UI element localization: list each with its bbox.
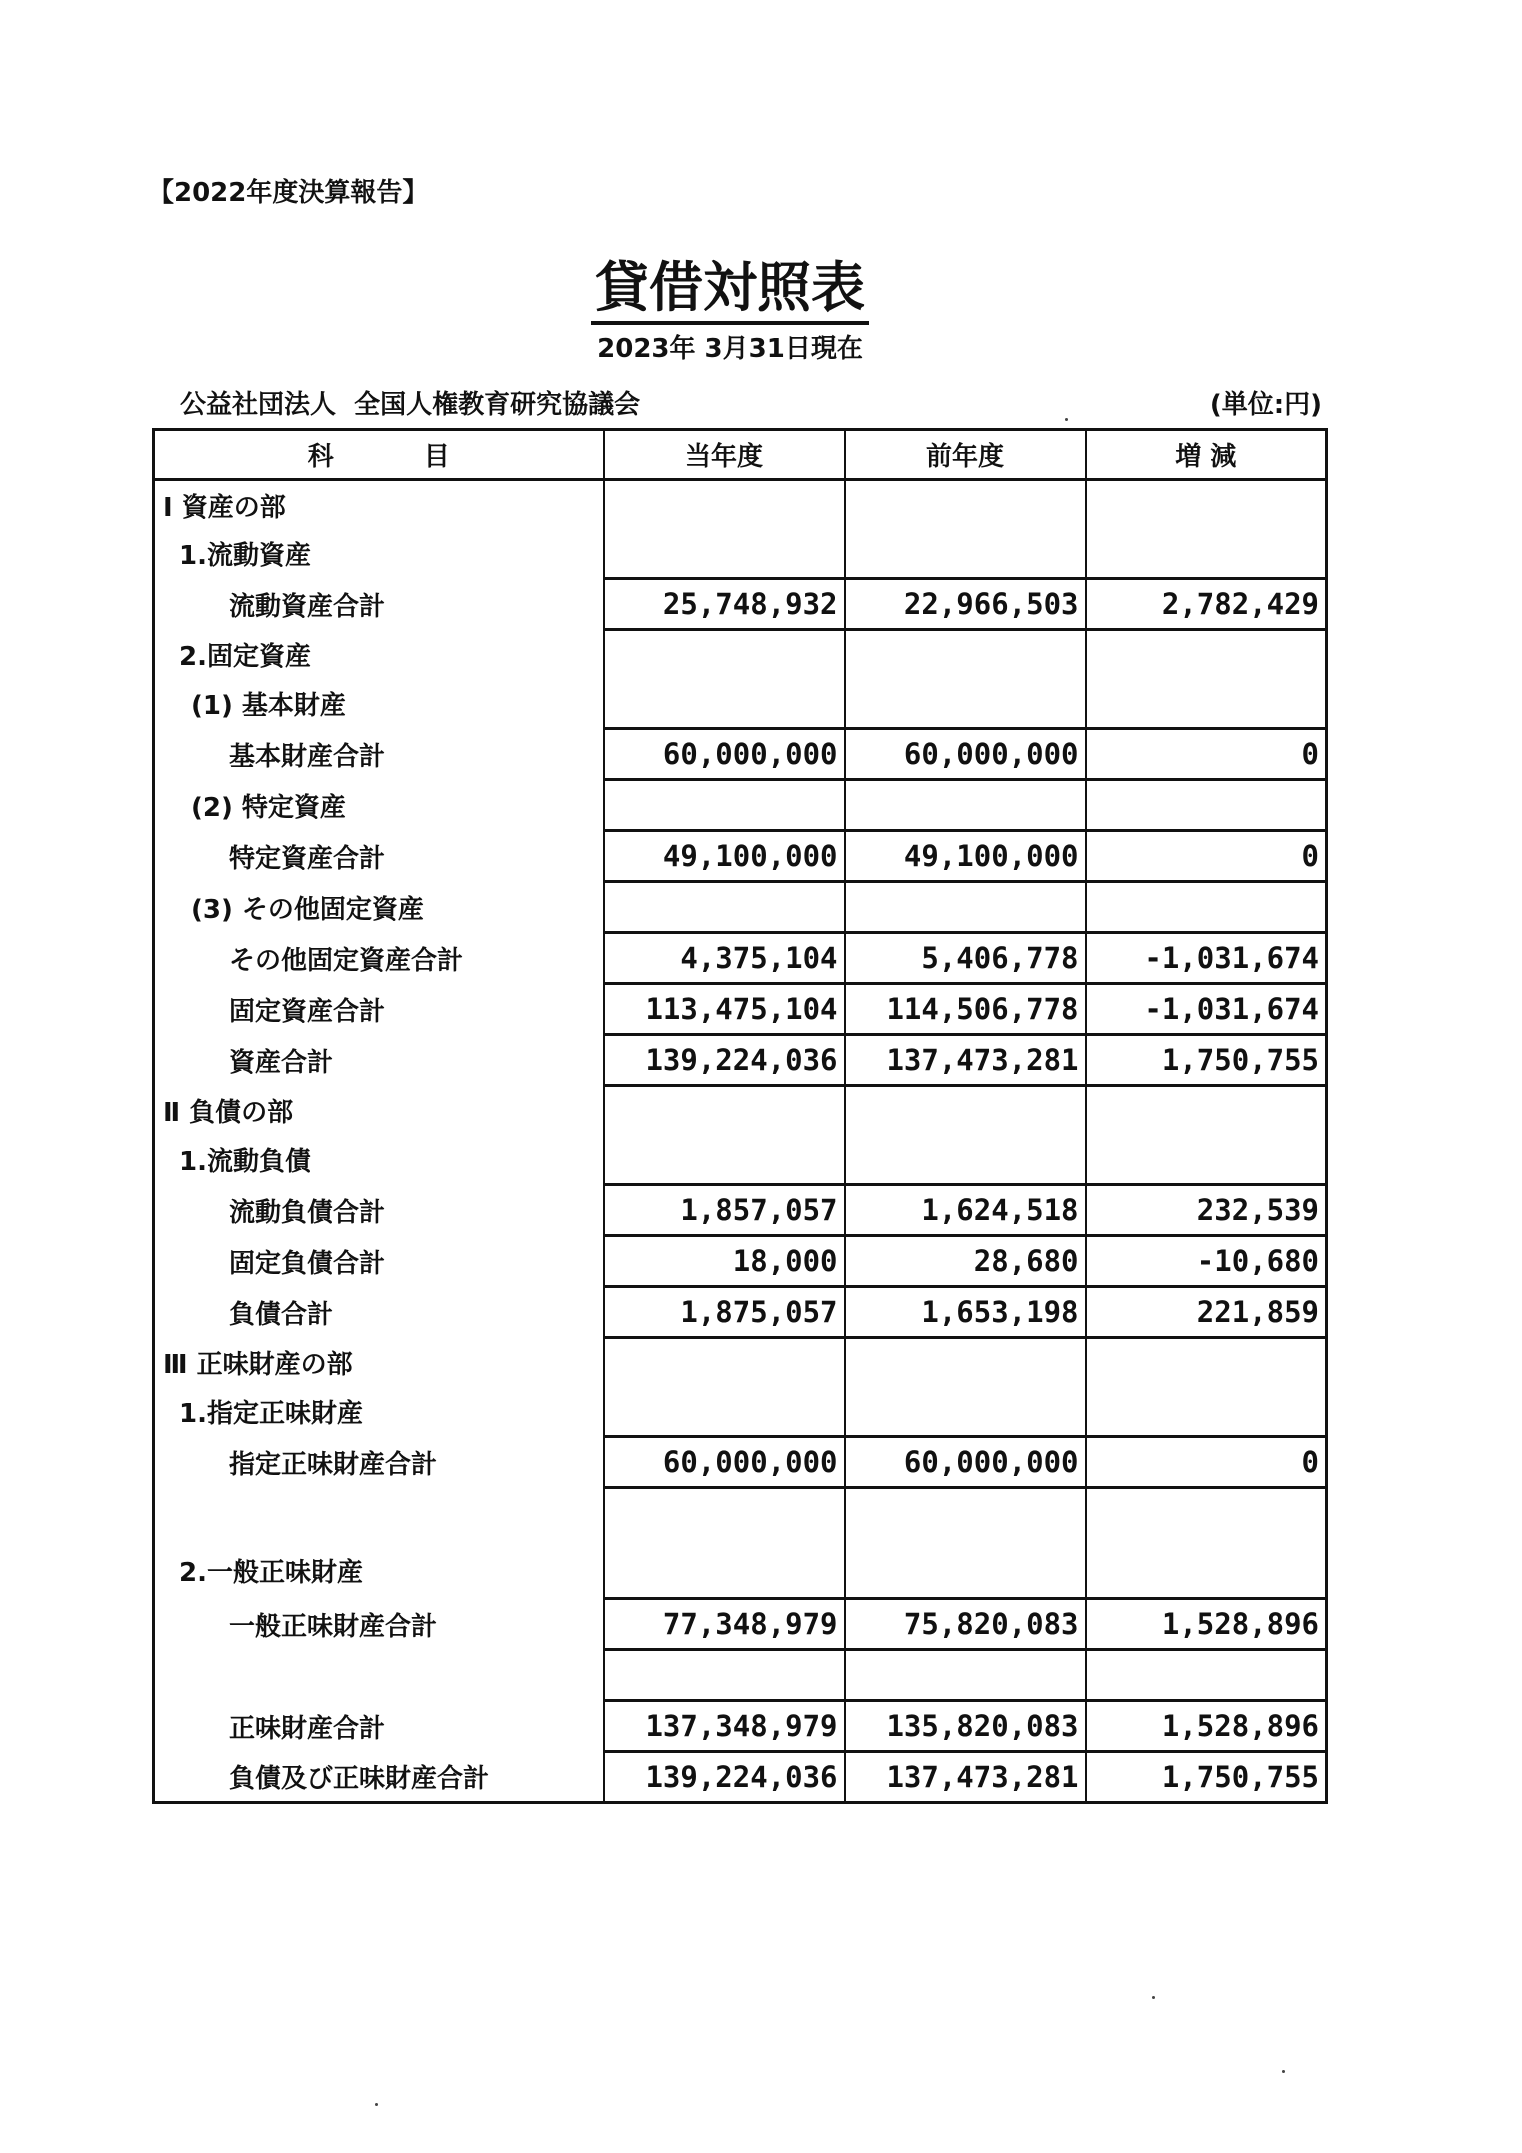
cell-previous-year bbox=[845, 1387, 1086, 1437]
header-previous-year: 前年度 bbox=[845, 430, 1086, 480]
cell-change bbox=[1086, 630, 1327, 680]
cell-current-year: 1,875,057 bbox=[604, 1287, 845, 1338]
cell-change bbox=[1086, 1338, 1327, 1388]
table-row bbox=[154, 630, 1327, 680]
cell-current-year: 4,375,104 bbox=[604, 933, 845, 984]
table-row bbox=[154, 529, 1327, 579]
table-header-row bbox=[154, 430, 1327, 480]
row-label: 2.一般正味財産 bbox=[154, 1488, 604, 1599]
row-label: 1.指定正味財産 bbox=[154, 1387, 604, 1437]
cell-change bbox=[1086, 1135, 1327, 1185]
cell-current-year bbox=[604, 1135, 845, 1185]
table-row bbox=[154, 1752, 1327, 1803]
scan-artifact bbox=[1152, 1996, 1155, 1999]
header-subject: 科目 bbox=[154, 430, 604, 480]
cell-previous-year bbox=[845, 480, 1086, 530]
cell-current-year bbox=[604, 1086, 845, 1136]
table-row bbox=[154, 579, 1327, 630]
cell-previous-year: 1,653,198 bbox=[845, 1287, 1086, 1338]
table-row bbox=[154, 1035, 1327, 1086]
header-change: 増 減 bbox=[1086, 430, 1327, 480]
row-label: 資産合計 bbox=[154, 1035, 604, 1086]
cell-previous-year bbox=[845, 1135, 1086, 1185]
row-label: その他固定資産合計 bbox=[154, 933, 604, 984]
cell-previous-year: 22,966,503 bbox=[845, 579, 1086, 630]
cell-current-year: 139,224,036 bbox=[604, 1035, 845, 1086]
unit-label: (単位:円) bbox=[1209, 390, 1322, 420]
scan-artifact bbox=[1065, 418, 1068, 421]
row-label: Ⅱ 負債の部 bbox=[154, 1086, 604, 1136]
row-label: (1) 基本財産 bbox=[154, 679, 604, 729]
cell-previous-year: 114,506,778 bbox=[845, 984, 1086, 1035]
row-label: 指定正味財産合計 bbox=[154, 1437, 604, 1488]
cell-current-year bbox=[604, 1387, 845, 1437]
table-row bbox=[154, 780, 1327, 831]
row-label: Ⅲ 正味財産の部 bbox=[154, 1338, 604, 1388]
table-row bbox=[154, 679, 1327, 729]
cell-previous-year: 60,000,000 bbox=[845, 1437, 1086, 1488]
cell-current-year: 1,857,057 bbox=[604, 1185, 845, 1236]
table-row bbox=[154, 1135, 1327, 1185]
header-current-year: 当年度 bbox=[604, 430, 845, 480]
cell-change bbox=[1086, 1488, 1327, 1599]
row-label: 一般正味財産合計 bbox=[154, 1599, 604, 1650]
cell-change: 1,750,755 bbox=[1086, 1752, 1327, 1803]
cell-current-year bbox=[604, 630, 845, 680]
cell-change: 1,528,896 bbox=[1086, 1599, 1327, 1650]
cell-current-year: 25,748,932 bbox=[604, 579, 845, 630]
table-row bbox=[154, 1086, 1327, 1136]
row-label: 特定資産合計 bbox=[154, 831, 604, 882]
row-label: 正味財産合計 bbox=[154, 1701, 604, 1752]
cell-previous-year bbox=[845, 1650, 1086, 1701]
table-row bbox=[154, 1650, 1327, 1701]
table-row bbox=[154, 480, 1327, 530]
table-row bbox=[154, 1236, 1327, 1287]
table-body bbox=[154, 480, 1327, 1803]
row-label: 負債及び正味財産合計 bbox=[154, 1752, 604, 1803]
cell-current-year: 60,000,000 bbox=[604, 1437, 845, 1488]
cell-change: 2,782,429 bbox=[1086, 579, 1327, 630]
cell-change: -1,031,674 bbox=[1086, 933, 1327, 984]
cell-previous-year bbox=[845, 882, 1086, 933]
cell-change: 0 bbox=[1086, 729, 1327, 780]
row-label bbox=[154, 1650, 604, 1701]
cell-current-year: 77,348,979 bbox=[604, 1599, 845, 1650]
cell-change bbox=[1086, 882, 1327, 933]
cell-previous-year bbox=[845, 1338, 1086, 1388]
cell-change bbox=[1086, 780, 1327, 831]
table-row bbox=[154, 1338, 1327, 1388]
cell-current-year: 18,000 bbox=[604, 1236, 845, 1287]
table-row bbox=[154, 1701, 1327, 1752]
table-row bbox=[154, 882, 1327, 933]
document-title-wrap bbox=[0, 245, 1460, 322]
cell-previous-year: 137,473,281 bbox=[845, 1035, 1086, 1086]
table-row bbox=[154, 933, 1327, 984]
cell-change: 232,539 bbox=[1086, 1185, 1327, 1236]
table-row bbox=[154, 729, 1327, 780]
cell-previous-year bbox=[845, 679, 1086, 729]
row-label: 固定資産合計 bbox=[154, 984, 604, 1035]
balance-sheet-table bbox=[152, 428, 1328, 1804]
row-label: (3) その他固定資産 bbox=[154, 882, 604, 933]
table-row bbox=[154, 1287, 1327, 1338]
cell-current-year: 113,475,104 bbox=[604, 984, 845, 1035]
table-row bbox=[154, 1488, 1327, 1599]
cell-previous-year: 49,100,000 bbox=[845, 831, 1086, 882]
organization-name: 公益社団法人 全国人権教育研究協議会 bbox=[180, 390, 641, 420]
cell-previous-year: 1,624,518 bbox=[845, 1185, 1086, 1236]
row-label: Ⅰ 資産の部 bbox=[154, 480, 604, 530]
cell-previous-year: 60,000,000 bbox=[845, 729, 1086, 780]
row-label: (2) 特定資産 bbox=[154, 780, 604, 831]
cell-change bbox=[1086, 1650, 1327, 1701]
cell-previous-year: 28,680 bbox=[845, 1236, 1086, 1287]
row-label: 1.流動負債 bbox=[154, 1135, 604, 1185]
cell-change bbox=[1086, 1387, 1327, 1437]
table-row bbox=[154, 984, 1327, 1035]
table-row bbox=[154, 1185, 1327, 1236]
cell-current-year bbox=[604, 780, 845, 831]
cell-change: 1,750,755 bbox=[1086, 1035, 1327, 1086]
cell-change: 1,528,896 bbox=[1086, 1701, 1327, 1752]
as-of-date: 2023年 3月31日現在 bbox=[597, 334, 863, 364]
cell-current-year bbox=[604, 679, 845, 729]
cell-previous-year: 75,820,083 bbox=[845, 1599, 1086, 1650]
table-row bbox=[154, 1387, 1327, 1437]
cell-change: 0 bbox=[1086, 831, 1327, 882]
cell-current-year bbox=[604, 480, 845, 530]
table-row bbox=[154, 831, 1327, 882]
cell-current-year bbox=[604, 882, 845, 933]
cell-current-year bbox=[604, 1650, 845, 1701]
cell-current-year: 49,100,000 bbox=[604, 831, 845, 882]
report-tag: 【2022年度決算報告】 bbox=[148, 178, 429, 208]
row-label: 流動資産合計 bbox=[154, 579, 604, 630]
cell-current-year bbox=[604, 1488, 845, 1599]
row-label: 1.流動資産 bbox=[154, 529, 604, 579]
cell-change: 221,859 bbox=[1086, 1287, 1327, 1338]
cell-previous-year bbox=[845, 780, 1086, 831]
row-label: 流動負債合計 bbox=[154, 1185, 604, 1236]
row-label: 基本財産合計 bbox=[154, 729, 604, 780]
row-label: 2.固定資産 bbox=[154, 630, 604, 680]
cell-previous-year bbox=[845, 1488, 1086, 1599]
cell-current-year: 139,224,036 bbox=[604, 1752, 845, 1803]
cell-change: 0 bbox=[1086, 1437, 1327, 1488]
scan-artifact bbox=[1282, 2070, 1285, 2073]
cell-change: -10,680 bbox=[1086, 1236, 1327, 1287]
cell-previous-year: 135,820,083 bbox=[845, 1701, 1086, 1752]
cell-change bbox=[1086, 480, 1327, 530]
cell-change: -1,031,674 bbox=[1086, 984, 1327, 1035]
row-label: 固定負債合計 bbox=[154, 1236, 604, 1287]
cell-previous-year: 5,406,778 bbox=[845, 933, 1086, 984]
cell-previous-year: 137,473,281 bbox=[845, 1752, 1086, 1803]
cell-current-year bbox=[604, 529, 845, 579]
table-row bbox=[154, 1599, 1327, 1650]
cell-previous-year bbox=[845, 630, 1086, 680]
cell-change bbox=[1086, 679, 1327, 729]
cell-change bbox=[1086, 1086, 1327, 1136]
cell-previous-year bbox=[845, 529, 1086, 579]
cell-current-year bbox=[604, 1338, 845, 1388]
table-row bbox=[154, 1437, 1327, 1488]
cell-current-year: 137,348,979 bbox=[604, 1701, 845, 1752]
cell-current-year: 60,000,000 bbox=[604, 729, 845, 780]
cell-change bbox=[1086, 529, 1327, 579]
document-title: 貸借対照表 bbox=[591, 256, 869, 325]
row-label: 負債合計 bbox=[154, 1287, 604, 1338]
scan-artifact bbox=[375, 2103, 378, 2106]
cell-previous-year bbox=[845, 1086, 1086, 1136]
